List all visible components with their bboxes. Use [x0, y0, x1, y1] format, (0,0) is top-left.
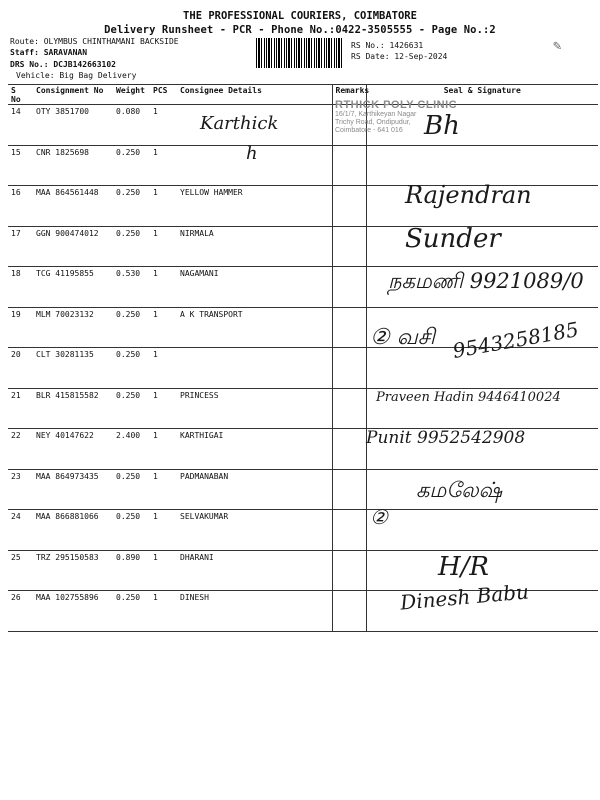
col-header-sno: S No — [8, 85, 33, 105]
cell-pcs: 1 — [150, 388, 177, 429]
cell-pcs: 1 — [150, 307, 177, 348]
cell-pcs: 1 — [150, 186, 177, 227]
handwritten-signature-24: ② — [370, 505, 388, 529]
cell-consignee: PRINCESS — [177, 388, 332, 429]
cell-pcs: 1 — [150, 226, 177, 267]
cell-sno: 25 — [8, 550, 33, 591]
handwritten-signature-26: Dinesh Babu — [399, 579, 530, 615]
cell-signature — [366, 145, 598, 186]
cell-weight: 0.250 — [113, 388, 150, 429]
handwritten-signature-20: 9543258185 — [450, 317, 581, 363]
cell-consignment: TCG 41195855 — [33, 267, 113, 308]
cell-consignment: TRZ 295150583 — [33, 550, 113, 591]
handwritten-signature-16: Rajendran — [405, 181, 532, 209]
handwritten-signature-19: ② வசி — [370, 325, 436, 350]
cell-consignee: DINESH — [177, 591, 332, 632]
col-header-weight: Weight — [113, 85, 150, 105]
table-row — [8, 510, 598, 551]
cell-weight: 0.250 — [113, 510, 150, 551]
cell-sno: 14 — [8, 105, 33, 146]
cell-consignment: OTY 3851700 — [33, 105, 113, 146]
cell-consignment: MAA 864561448 — [33, 186, 113, 227]
stamp-line: Trichy Road, Ondipudur, — [335, 119, 411, 126]
table-row — [8, 105, 598, 146]
cell-consignee: KARTHIGAI — [177, 429, 332, 470]
cell-consignment: MAA 864973435 — [33, 469, 113, 510]
cell-pcs: 1 — [150, 510, 177, 551]
cell-sno: 24 — [8, 510, 33, 551]
cell-consignee: NIRMALA — [177, 226, 332, 267]
cell-weight: 0.250 — [113, 226, 150, 267]
drs-label: DRS No.: DCJB142663102 — [10, 60, 116, 69]
cell-pcs: 1 — [150, 267, 177, 308]
handwritten-signature-22: Punit 9952542908 — [366, 428, 526, 448]
handwritten-consignee-14: Karthick — [200, 113, 279, 134]
col-header-pcs: PCS — [150, 85, 177, 105]
rs-no-label: RS No.: 1426631 — [351, 41, 424, 50]
cell-weight: 0.250 — [113, 469, 150, 510]
cell-remarks — [332, 388, 366, 429]
cell-consignee: NAGAMANI — [177, 267, 332, 308]
handwritten-signature-18: நகமணி 9921089/0 — [388, 269, 584, 293]
cell-sno: 26 — [8, 591, 33, 632]
cell-consignee — [177, 348, 332, 389]
cell-consignee: PADMANABAN — [177, 469, 332, 510]
table-row — [8, 145, 598, 186]
handwritten-signature-14: Bh — [424, 111, 460, 141]
cell-pcs: 1 — [150, 550, 177, 591]
cell-weight: 0.530 — [113, 267, 150, 308]
cell-consignment: NEY 40147622 — [33, 429, 113, 470]
handwritten-signature-17: Sunder — [405, 224, 501, 254]
table-row — [8, 226, 598, 267]
staff-label: Staff: SARAVANAN — [10, 48, 88, 57]
cell-remarks — [332, 307, 366, 348]
cell-signature — [366, 510, 598, 551]
cell-weight: 0.250 — [113, 348, 150, 389]
stamp-line: 16/1/7, Karthikeyan Nagar — [335, 111, 417, 118]
handwritten-signature-23: கமலேஷ் — [416, 478, 503, 502]
cell-sno: 21 — [8, 388, 33, 429]
table-row — [8, 348, 598, 389]
cell-sno: 22 — [8, 429, 33, 470]
handwritten-signature-25: H/R — [438, 552, 490, 582]
cell-pcs: 1 — [150, 469, 177, 510]
cell-consignee: YELLOW HAMMER — [177, 186, 332, 227]
cell-consignment: CLT 30281135 — [33, 348, 113, 389]
cell-consignment: CNR 1825698 — [33, 145, 113, 186]
cell-remarks — [332, 348, 366, 389]
cell-pcs: 1 — [150, 105, 177, 146]
cell-weight: 0.250 — [113, 307, 150, 348]
barcode-image — [256, 38, 344, 68]
col-header-signature: Seal & Signature — [366, 85, 598, 105]
runsheet-table — [8, 84, 598, 632]
cell-consignment: MLM 70023132 — [33, 307, 113, 348]
col-header-consignee: Consignee Details — [177, 85, 332, 105]
cell-sno: 20 — [8, 348, 33, 389]
cell-weight: 0.250 — [113, 145, 150, 186]
cell-remarks — [332, 186, 366, 227]
stamp-line: RTHICK POLY CLINIC — [335, 99, 458, 111]
cell-pcs: 1 — [150, 348, 177, 389]
handwritten-consignee-15: h — [246, 143, 258, 164]
rs-date-label: RS Date: 12-Sep-2024 — [351, 52, 448, 61]
route-label: Route: OLYMBUS CHINTHAMANI BACKSIDE — [10, 37, 179, 46]
cell-consignee: DHARANI — [177, 550, 332, 591]
cell-sno: 17 — [8, 226, 33, 267]
col-header-remarks: Remarks — [332, 85, 366, 105]
cell-weight: 0.890 — [113, 550, 150, 591]
cell-pcs: 1 — [150, 429, 177, 470]
cell-pcs: 1 — [150, 591, 177, 632]
page-subtitle: Delivery Runsheet - PCR - Phone No.:0422-3505555 - Page No.:2 — [104, 24, 496, 36]
stamp-line: Coimbatore - 641 016 — [335, 127, 403, 134]
cell-weight: 0.080 — [113, 105, 150, 146]
cell-weight: 2.400 — [113, 429, 150, 470]
cell-sno: 15 — [8, 145, 33, 186]
col-header-consignment: Consignment No — [33, 85, 113, 105]
table-header-row — [8, 85, 598, 105]
cell-weight: 0.250 — [113, 591, 150, 632]
cell-remarks — [332, 226, 366, 267]
cell-consignment: MAA 102755896 — [33, 591, 113, 632]
table-row — [8, 469, 598, 510]
cell-sno: 23 — [8, 469, 33, 510]
page-title: THE PROFESSIONAL COURIERS, COIMBATORE — [183, 10, 417, 22]
cell-remarks — [332, 429, 366, 470]
cell-remarks — [332, 267, 366, 308]
cell-consignment: BLR 415815582 — [33, 388, 113, 429]
cell-remarks — [332, 591, 366, 632]
cell-consignment: MAA 866881066 — [33, 510, 113, 551]
cell-remarks — [332, 510, 366, 551]
cell-consignment: GGN 900474012 — [33, 226, 113, 267]
cell-consignee: SELVAKUMAR — [177, 510, 332, 551]
cell-consignee: A K TRANSPORT — [177, 307, 332, 348]
cell-weight: 0.250 — [113, 186, 150, 227]
cell-remarks — [332, 550, 366, 591]
cell-remarks — [332, 469, 366, 510]
cell-sno: 18 — [8, 267, 33, 308]
pen-mark-icon: ✎ — [553, 38, 562, 54]
cell-sno: 16 — [8, 186, 33, 227]
handwritten-signature-21: Praveen Hadin 9446410024 — [376, 390, 561, 405]
vehicle-label: Vehicle: Big Bag Delivery — [16, 71, 137, 80]
cell-pcs: 1 — [150, 145, 177, 186]
cell-remarks — [332, 145, 366, 186]
cell-sno: 19 — [8, 307, 33, 348]
